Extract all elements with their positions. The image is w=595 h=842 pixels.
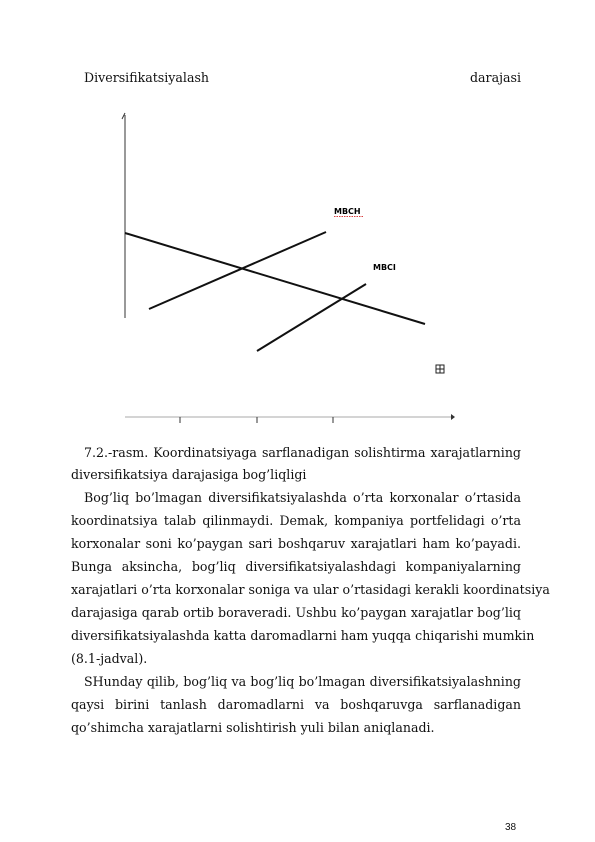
x-axis-arrow	[451, 414, 455, 420]
mbch-label: MBCH	[334, 207, 361, 216]
paragraph2-line-2: qaysi birini tanlash daromadlarni va boshqaruvga sarflanadigan	[71, 697, 521, 712]
page-number: 38	[505, 822, 517, 833]
paragraph1-line-4: Bunga aksincha, bog’liq diversifikatsiyalashdagi kompaniyalarning	[71, 559, 521, 574]
paragraph1-line-2: koordinatsiya talab qilinmaydi. Demak, kompaniya portfelidagi o’rta	[71, 513, 521, 528]
mbci-label: MBCI	[373, 263, 396, 272]
mbch-line	[149, 232, 326, 309]
declining-cost-line	[125, 233, 425, 324]
paragraph2-line-1: SHunday qilib, bog’liq va bog’liq bo’lmagan diversifikatsiyalashning	[84, 674, 521, 689]
mbci-line	[257, 284, 366, 351]
paragraph1-line-7: diversifikatsiyalashda katta daromadlarni ham yuqqa chiqarishi mumkin	[71, 628, 535, 643]
paragraph1-line-6: darajasiga qarab ortib boraveradi. Ushbu ko’paygan xarajatlar bog’liq	[71, 605, 521, 620]
heading-right: darajasi	[469, 70, 521, 85]
paragraph1-line-8: (8.1-jadval).	[71, 651, 148, 666]
paragraph1-line-1: Bog’liq bo’lmagan diversifikatsiyalashda o’rta korxonalar o’rtasida	[84, 490, 521, 505]
paragraph1-line-5: xarajatlari o’rta korxonalar soniga va ular o’rtasidagi kerakli koordinatsiya	[71, 582, 550, 597]
caption-line-2: diversifikatsiya darajasiga bog’liqligi	[71, 467, 307, 482]
paragraph1-line-3: korxonalar soni ko’paygan sari boshqaruv xarajatlari ham ko’payadi.	[71, 536, 521, 551]
plus-box-icon	[436, 365, 444, 373]
paragraph2-line-3: qo’shimcha xarajatlarni solishtirish yuli bilan aniqlanadi.	[71, 720, 435, 735]
heading-left: Diversifikatsiyalash	[84, 70, 210, 85]
caption-line-1: 7.2.-rasm. Koordinatsiyaga sarflanadigan solishtirma xarajatlarning	[84, 445, 521, 460]
